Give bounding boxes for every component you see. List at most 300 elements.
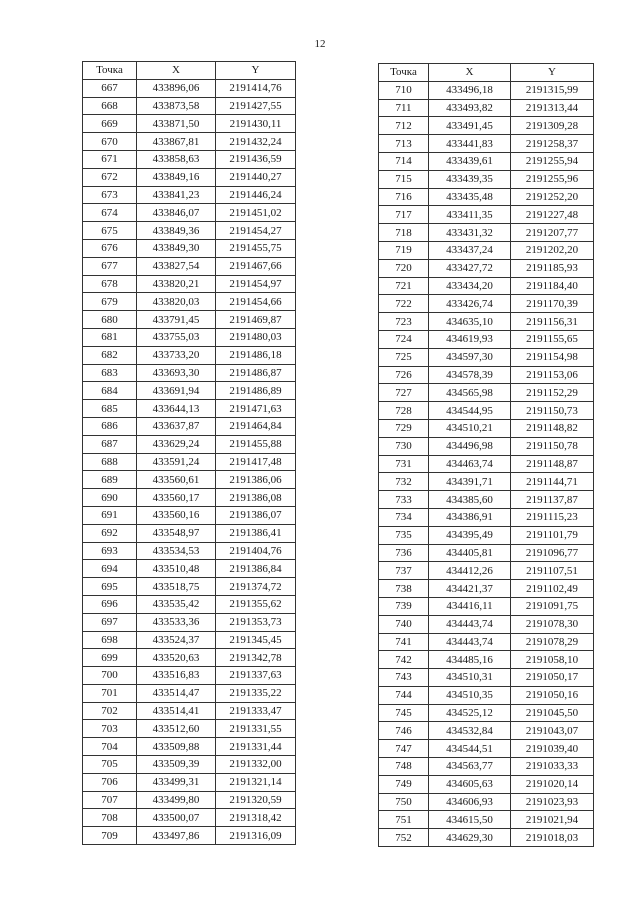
x-coordinate-cell: 434395,49 bbox=[429, 526, 511, 544]
y-coordinate-cell: 2191150,78 bbox=[511, 437, 594, 455]
x-coordinate-cell: 433439,61 bbox=[429, 152, 511, 170]
table-row bbox=[379, 277, 594, 295]
point-number-cell: 726 bbox=[379, 366, 429, 384]
y-coordinate-cell: 2191313,44 bbox=[511, 99, 594, 117]
x-coordinate-cell: 433524,37 bbox=[137, 631, 216, 649]
x-coordinate-cell: 434635,10 bbox=[429, 313, 511, 331]
point-number-cell: 667 bbox=[83, 79, 137, 97]
point-number-cell: 699 bbox=[83, 649, 137, 667]
x-coordinate-cell: 433439,35 bbox=[429, 170, 511, 188]
y-coordinate-cell: 2191337,63 bbox=[216, 667, 296, 685]
x-coordinate-cell: 434391,71 bbox=[429, 473, 511, 491]
point-number-cell: 714 bbox=[379, 152, 429, 170]
table-row bbox=[83, 542, 296, 560]
point-number-cell: 715 bbox=[379, 170, 429, 188]
table-row bbox=[379, 704, 594, 722]
table-row bbox=[379, 419, 594, 437]
x-coordinate-cell: 433820,21 bbox=[137, 275, 216, 293]
y-coordinate-cell: 2191101,79 bbox=[511, 526, 594, 544]
table-row bbox=[379, 188, 594, 206]
x-coordinate-cell: 433691,94 bbox=[137, 382, 216, 400]
y-coordinate-cell: 2191144,71 bbox=[511, 473, 594, 491]
x-coordinate-cell: 433510,48 bbox=[137, 560, 216, 578]
point-number-cell: 735 bbox=[379, 526, 429, 544]
y-coordinate-cell: 2191427,55 bbox=[216, 97, 296, 115]
table-row bbox=[83, 275, 296, 293]
point-number-cell: 712 bbox=[379, 117, 429, 135]
point-number-cell: 713 bbox=[379, 135, 429, 153]
point-number-cell: 744 bbox=[379, 686, 429, 704]
table-row bbox=[83, 720, 296, 738]
y-coordinate-cell: 2191045,50 bbox=[511, 704, 594, 722]
x-coordinate-cell: 433693,30 bbox=[137, 364, 216, 382]
x-coordinate-cell: 433497,86 bbox=[137, 827, 216, 845]
table-row bbox=[379, 526, 594, 544]
table-row bbox=[83, 738, 296, 756]
point-number-cell: 722 bbox=[379, 295, 429, 313]
y-coordinate-cell: 2191414,76 bbox=[216, 79, 296, 97]
x-coordinate-cell: 433500,07 bbox=[137, 809, 216, 827]
x-coordinate-cell: 434606,93 bbox=[429, 793, 511, 811]
table-row bbox=[83, 524, 296, 542]
x-coordinate-cell: 434510,35 bbox=[429, 686, 511, 704]
point-number-cell: 687 bbox=[83, 435, 137, 453]
y-coordinate-cell: 2191148,87 bbox=[511, 455, 594, 473]
table-row bbox=[379, 758, 594, 776]
y-coordinate-cell: 2191386,41 bbox=[216, 524, 296, 542]
y-coordinate-cell: 2191091,75 bbox=[511, 597, 594, 615]
table-row bbox=[379, 224, 594, 242]
table-row bbox=[83, 150, 296, 168]
table-row bbox=[379, 615, 594, 633]
x-coordinate-cell: 433435,48 bbox=[429, 188, 511, 206]
point-number-cell: 692 bbox=[83, 524, 137, 542]
x-coordinate-cell: 433518,75 bbox=[137, 578, 216, 596]
y-coordinate-cell: 2191455,88 bbox=[216, 435, 296, 453]
y-coordinate-cell: 2191469,87 bbox=[216, 311, 296, 329]
y-coordinate-cell: 2191353,73 bbox=[216, 613, 296, 631]
point-number-cell: 736 bbox=[379, 544, 429, 562]
x-coordinate-cell: 433426,74 bbox=[429, 295, 511, 313]
table-row bbox=[379, 259, 594, 277]
point-number-cell: 752 bbox=[379, 829, 429, 847]
table-row bbox=[379, 437, 594, 455]
table-row bbox=[83, 827, 296, 845]
x-coordinate-cell: 433841,23 bbox=[137, 186, 216, 204]
x-coordinate-cell: 433849,36 bbox=[137, 222, 216, 240]
y-coordinate-cell: 2191455,75 bbox=[216, 239, 296, 257]
x-coordinate-cell: 433509,39 bbox=[137, 756, 216, 774]
point-number-cell: 717 bbox=[379, 206, 429, 224]
point-number-cell: 700 bbox=[83, 667, 137, 685]
header-x: X bbox=[137, 62, 216, 80]
x-coordinate-cell: 434532,84 bbox=[429, 722, 511, 740]
y-coordinate-cell: 2191486,87 bbox=[216, 364, 296, 382]
x-coordinate-cell: 433873,58 bbox=[137, 97, 216, 115]
x-coordinate-cell: 434463,74 bbox=[429, 455, 511, 473]
table-row bbox=[83, 560, 296, 578]
point-number-cell: 731 bbox=[379, 455, 429, 473]
y-coordinate-cell: 2191321,14 bbox=[216, 773, 296, 791]
y-coordinate-cell: 2191202,20 bbox=[511, 241, 594, 259]
table-row bbox=[379, 686, 594, 704]
y-coordinate-cell: 2191058,10 bbox=[511, 651, 594, 669]
x-coordinate-cell: 433896,06 bbox=[137, 79, 216, 97]
table-row bbox=[83, 97, 296, 115]
x-coordinate-cell: 433411,35 bbox=[429, 206, 511, 224]
point-number-cell: 690 bbox=[83, 489, 137, 507]
y-coordinate-cell: 2191018,03 bbox=[511, 829, 594, 847]
table-row bbox=[83, 239, 296, 257]
point-number-cell: 738 bbox=[379, 580, 429, 598]
y-coordinate-cell: 2191078,30 bbox=[511, 615, 594, 633]
table-row bbox=[379, 295, 594, 313]
point-number-cell: 691 bbox=[83, 506, 137, 524]
point-number-cell: 679 bbox=[83, 293, 137, 311]
point-number-cell: 727 bbox=[379, 384, 429, 402]
table-row bbox=[83, 222, 296, 240]
y-coordinate-cell: 2191332,00 bbox=[216, 756, 296, 774]
point-number-cell: 678 bbox=[83, 275, 137, 293]
coordinates-table-right bbox=[378, 63, 594, 847]
y-coordinate-cell: 2191207,77 bbox=[511, 224, 594, 242]
x-coordinate-cell: 434605,63 bbox=[429, 775, 511, 793]
x-coordinate-cell: 434416,11 bbox=[429, 597, 511, 615]
point-number-cell: 711 bbox=[379, 99, 429, 117]
table-row bbox=[83, 684, 296, 702]
header-x: X bbox=[429, 64, 511, 82]
point-number-cell: 670 bbox=[83, 133, 137, 151]
table-row bbox=[379, 669, 594, 687]
y-coordinate-cell: 2191309,28 bbox=[511, 117, 594, 135]
table-row bbox=[83, 400, 296, 418]
x-coordinate-cell: 433514,47 bbox=[137, 684, 216, 702]
table-row bbox=[379, 206, 594, 224]
point-number-cell: 688 bbox=[83, 453, 137, 471]
x-coordinate-cell: 434510,31 bbox=[429, 669, 511, 687]
x-coordinate-cell: 434386,91 bbox=[429, 508, 511, 526]
x-coordinate-cell: 433441,83 bbox=[429, 135, 511, 153]
x-coordinate-cell: 433509,88 bbox=[137, 738, 216, 756]
coordinates-table-left bbox=[82, 61, 296, 845]
point-number-cell: 695 bbox=[83, 578, 137, 596]
x-coordinate-cell: 433637,87 bbox=[137, 417, 216, 435]
x-coordinate-cell: 433496,18 bbox=[429, 81, 511, 99]
point-number-cell: 748 bbox=[379, 758, 429, 776]
y-coordinate-cell: 2191386,84 bbox=[216, 560, 296, 578]
y-coordinate-cell: 2191156,31 bbox=[511, 313, 594, 331]
x-coordinate-cell: 434510,21 bbox=[429, 419, 511, 437]
table-row bbox=[379, 152, 594, 170]
table-row bbox=[83, 631, 296, 649]
point-number-cell: 737 bbox=[379, 562, 429, 580]
y-coordinate-cell: 2191107,51 bbox=[511, 562, 594, 580]
x-coordinate-cell: 433858,63 bbox=[137, 150, 216, 168]
x-coordinate-cell: 433499,80 bbox=[137, 791, 216, 809]
x-coordinate-cell: 433791,45 bbox=[137, 311, 216, 329]
y-coordinate-cell: 2191451,02 bbox=[216, 204, 296, 222]
table-row bbox=[83, 471, 296, 489]
point-number-cell: 682 bbox=[83, 346, 137, 364]
y-coordinate-cell: 2191430,11 bbox=[216, 115, 296, 133]
table-row bbox=[83, 667, 296, 685]
y-coordinate-cell: 2191096,77 bbox=[511, 544, 594, 562]
table-row bbox=[83, 79, 296, 97]
point-number-cell: 671 bbox=[83, 150, 137, 168]
table-row bbox=[83, 809, 296, 827]
table-row bbox=[83, 435, 296, 453]
y-coordinate-cell: 2191333,47 bbox=[216, 702, 296, 720]
point-number-cell: 701 bbox=[83, 684, 137, 702]
point-number-cell: 723 bbox=[379, 313, 429, 331]
x-coordinate-cell: 433520,63 bbox=[137, 649, 216, 667]
x-coordinate-cell: 433535,42 bbox=[137, 595, 216, 613]
table-row bbox=[83, 346, 296, 364]
point-number-cell: 693 bbox=[83, 542, 137, 560]
x-coordinate-cell: 433733,20 bbox=[137, 346, 216, 364]
x-coordinate-cell: 434385,60 bbox=[429, 491, 511, 509]
point-number-cell: 739 bbox=[379, 597, 429, 615]
y-coordinate-cell: 2191446,24 bbox=[216, 186, 296, 204]
point-number-cell: 716 bbox=[379, 188, 429, 206]
point-number-cell: 673 bbox=[83, 186, 137, 204]
header-point: Точка bbox=[379, 64, 429, 82]
table-row bbox=[83, 773, 296, 791]
point-number-cell: 746 bbox=[379, 722, 429, 740]
table-row bbox=[83, 613, 296, 631]
point-number-cell: 684 bbox=[83, 382, 137, 400]
x-coordinate-cell: 434544,51 bbox=[429, 740, 511, 758]
table-header-row bbox=[379, 64, 594, 82]
table-row bbox=[83, 204, 296, 222]
point-number-cell: 677 bbox=[83, 257, 137, 275]
x-coordinate-cell: 433499,31 bbox=[137, 773, 216, 791]
y-coordinate-cell: 2191078,29 bbox=[511, 633, 594, 651]
table-row bbox=[379, 793, 594, 811]
y-coordinate-cell: 2191342,78 bbox=[216, 649, 296, 667]
x-coordinate-cell: 433437,24 bbox=[429, 241, 511, 259]
y-coordinate-cell: 2191355,62 bbox=[216, 595, 296, 613]
y-coordinate-cell: 2191404,76 bbox=[216, 542, 296, 560]
x-coordinate-cell: 434565,98 bbox=[429, 384, 511, 402]
point-number-cell: 681 bbox=[83, 328, 137, 346]
x-coordinate-cell: 434485,16 bbox=[429, 651, 511, 669]
y-coordinate-cell: 2191386,06 bbox=[216, 471, 296, 489]
y-coordinate-cell: 2191386,08 bbox=[216, 489, 296, 507]
point-number-cell: 732 bbox=[379, 473, 429, 491]
x-coordinate-cell: 434597,30 bbox=[429, 348, 511, 366]
y-coordinate-cell: 2191152,29 bbox=[511, 384, 594, 402]
point-number-cell: 742 bbox=[379, 651, 429, 669]
x-coordinate-cell: 434563,77 bbox=[429, 758, 511, 776]
table-row bbox=[83, 382, 296, 400]
table-header-row bbox=[83, 62, 296, 80]
x-coordinate-cell: 434525,12 bbox=[429, 704, 511, 722]
point-number-cell: 696 bbox=[83, 595, 137, 613]
x-coordinate-cell: 433820,03 bbox=[137, 293, 216, 311]
x-coordinate-cell: 433629,24 bbox=[137, 435, 216, 453]
table-row bbox=[83, 506, 296, 524]
point-number-cell: 730 bbox=[379, 437, 429, 455]
y-coordinate-cell: 2191432,24 bbox=[216, 133, 296, 151]
point-number-cell: 705 bbox=[83, 756, 137, 774]
x-coordinate-cell: 433560,61 bbox=[137, 471, 216, 489]
table-row bbox=[83, 791, 296, 809]
table-row bbox=[379, 544, 594, 562]
point-number-cell: 675 bbox=[83, 222, 137, 240]
y-coordinate-cell: 2191137,87 bbox=[511, 491, 594, 509]
y-coordinate-cell: 2191486,18 bbox=[216, 346, 296, 364]
table-row bbox=[83, 257, 296, 275]
y-coordinate-cell: 2191335,22 bbox=[216, 684, 296, 702]
y-coordinate-cell: 2191252,20 bbox=[511, 188, 594, 206]
table-row bbox=[379, 651, 594, 669]
x-coordinate-cell: 433560,16 bbox=[137, 506, 216, 524]
header-y: Y bbox=[216, 62, 296, 80]
y-coordinate-cell: 2191154,98 bbox=[511, 348, 594, 366]
point-number-cell: 710 bbox=[379, 81, 429, 99]
y-coordinate-cell: 2191316,09 bbox=[216, 827, 296, 845]
point-number-cell: 672 bbox=[83, 168, 137, 186]
y-coordinate-cell: 2191331,55 bbox=[216, 720, 296, 738]
x-coordinate-cell: 433849,30 bbox=[137, 239, 216, 257]
x-coordinate-cell: 434544,95 bbox=[429, 402, 511, 420]
table-row bbox=[379, 135, 594, 153]
x-coordinate-cell: 434421,37 bbox=[429, 580, 511, 598]
y-coordinate-cell: 2191255,96 bbox=[511, 170, 594, 188]
y-coordinate-cell: 2191454,27 bbox=[216, 222, 296, 240]
table-row bbox=[83, 756, 296, 774]
point-number-cell: 725 bbox=[379, 348, 429, 366]
point-number-cell: 719 bbox=[379, 241, 429, 259]
y-coordinate-cell: 2191102,49 bbox=[511, 580, 594, 598]
table-row bbox=[379, 99, 594, 117]
x-coordinate-cell: 434405,81 bbox=[429, 544, 511, 562]
point-number-cell: 745 bbox=[379, 704, 429, 722]
x-coordinate-cell: 433533,36 bbox=[137, 613, 216, 631]
y-coordinate-cell: 2191115,23 bbox=[511, 508, 594, 526]
table-row bbox=[83, 649, 296, 667]
x-coordinate-cell: 433755,03 bbox=[137, 328, 216, 346]
y-coordinate-cell: 2191255,94 bbox=[511, 152, 594, 170]
table-row bbox=[83, 417, 296, 435]
point-number-cell: 741 bbox=[379, 633, 429, 651]
table-row bbox=[83, 311, 296, 329]
y-coordinate-cell: 2191374,72 bbox=[216, 578, 296, 596]
point-number-cell: 729 bbox=[379, 419, 429, 437]
y-coordinate-cell: 2191155,65 bbox=[511, 330, 594, 348]
header-point: Точка bbox=[83, 62, 137, 80]
table-row bbox=[83, 702, 296, 720]
page-number: 12 bbox=[314, 38, 326, 50]
y-coordinate-cell: 2191033,33 bbox=[511, 758, 594, 776]
table-row bbox=[83, 133, 296, 151]
x-coordinate-cell: 434615,50 bbox=[429, 811, 511, 829]
point-number-cell: 706 bbox=[83, 773, 137, 791]
x-coordinate-cell: 433491,45 bbox=[429, 117, 511, 135]
table-row bbox=[83, 168, 296, 186]
x-coordinate-cell: 433434,20 bbox=[429, 277, 511, 295]
point-number-cell: 707 bbox=[83, 791, 137, 809]
y-coordinate-cell: 2191170,39 bbox=[511, 295, 594, 313]
table-row bbox=[379, 402, 594, 420]
y-coordinate-cell: 2191386,07 bbox=[216, 506, 296, 524]
point-number-cell: 674 bbox=[83, 204, 137, 222]
y-coordinate-cell: 2191315,99 bbox=[511, 81, 594, 99]
point-number-cell: 733 bbox=[379, 491, 429, 509]
y-coordinate-cell: 2191440,27 bbox=[216, 168, 296, 186]
point-number-cell: 743 bbox=[379, 669, 429, 687]
point-number-cell: 718 bbox=[379, 224, 429, 242]
table-row bbox=[379, 597, 594, 615]
y-coordinate-cell: 2191331,44 bbox=[216, 738, 296, 756]
point-number-cell: 702 bbox=[83, 702, 137, 720]
table-row bbox=[379, 580, 594, 598]
point-number-cell: 680 bbox=[83, 311, 137, 329]
y-coordinate-cell: 2191050,17 bbox=[511, 669, 594, 687]
table-row bbox=[83, 328, 296, 346]
y-coordinate-cell: 2191258,37 bbox=[511, 135, 594, 153]
y-coordinate-cell: 2191043,07 bbox=[511, 722, 594, 740]
table-row bbox=[379, 562, 594, 580]
point-number-cell: 734 bbox=[379, 508, 429, 526]
y-coordinate-cell: 2191417,48 bbox=[216, 453, 296, 471]
table-row bbox=[83, 595, 296, 613]
x-coordinate-cell: 433493,82 bbox=[429, 99, 511, 117]
x-coordinate-cell: 434629,30 bbox=[429, 829, 511, 847]
y-coordinate-cell: 2191345,45 bbox=[216, 631, 296, 649]
y-coordinate-cell: 2191184,40 bbox=[511, 277, 594, 295]
x-coordinate-cell: 433431,32 bbox=[429, 224, 511, 242]
x-coordinate-cell: 434619,93 bbox=[429, 330, 511, 348]
x-coordinate-cell: 433644,13 bbox=[137, 400, 216, 418]
y-coordinate-cell: 2191436,59 bbox=[216, 150, 296, 168]
table-row bbox=[83, 453, 296, 471]
table-row bbox=[83, 115, 296, 133]
x-coordinate-cell: 433534,53 bbox=[137, 542, 216, 560]
x-coordinate-cell: 433514,41 bbox=[137, 702, 216, 720]
y-coordinate-cell: 2191023,93 bbox=[511, 793, 594, 811]
point-number-cell: 709 bbox=[83, 827, 137, 845]
point-number-cell: 721 bbox=[379, 277, 429, 295]
point-number-cell: 686 bbox=[83, 417, 137, 435]
table-row bbox=[379, 241, 594, 259]
y-coordinate-cell: 2191039,40 bbox=[511, 740, 594, 758]
y-coordinate-cell: 2191148,82 bbox=[511, 419, 594, 437]
table-row bbox=[379, 811, 594, 829]
table-row bbox=[83, 293, 296, 311]
x-coordinate-cell: 433591,24 bbox=[137, 453, 216, 471]
x-coordinate-cell: 434412,26 bbox=[429, 562, 511, 580]
x-coordinate-cell: 433846,07 bbox=[137, 204, 216, 222]
point-number-cell: 698 bbox=[83, 631, 137, 649]
y-coordinate-cell: 2191320,59 bbox=[216, 791, 296, 809]
x-coordinate-cell: 434496,98 bbox=[429, 437, 511, 455]
x-coordinate-cell: 433827,54 bbox=[137, 257, 216, 275]
header-y: Y bbox=[511, 64, 594, 82]
table-row bbox=[379, 633, 594, 651]
table-row bbox=[379, 117, 594, 135]
x-coordinate-cell: 433512,60 bbox=[137, 720, 216, 738]
point-number-cell: 728 bbox=[379, 402, 429, 420]
y-coordinate-cell: 2191227,48 bbox=[511, 206, 594, 224]
table-row bbox=[83, 186, 296, 204]
table-row bbox=[379, 313, 594, 331]
y-coordinate-cell: 2191020,14 bbox=[511, 775, 594, 793]
point-number-cell: 697 bbox=[83, 613, 137, 631]
table-row bbox=[379, 170, 594, 188]
point-number-cell: 689 bbox=[83, 471, 137, 489]
